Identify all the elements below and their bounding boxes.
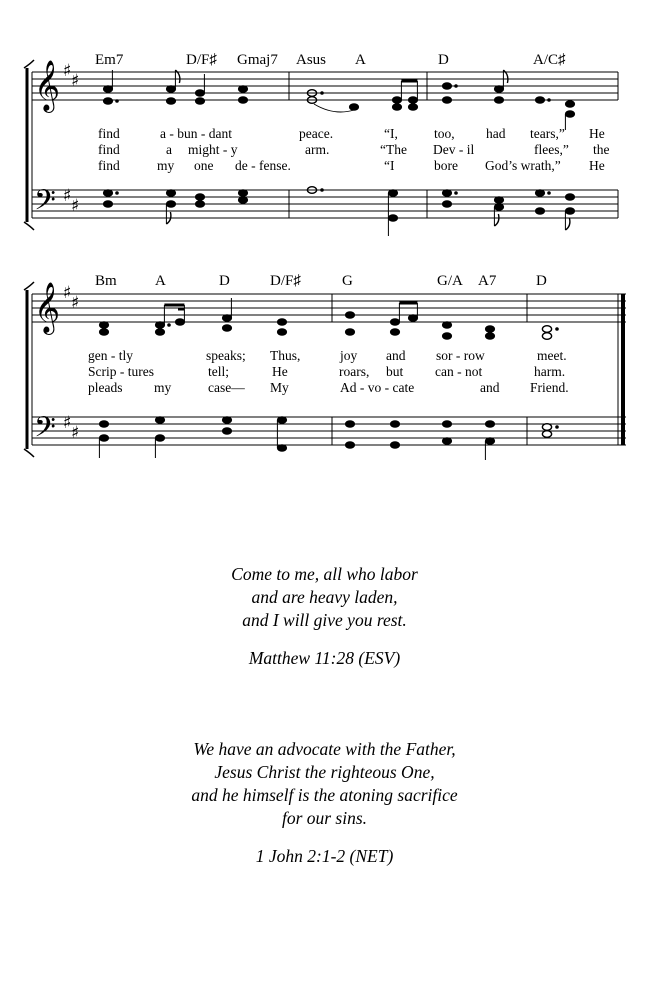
lyric: and bbox=[386, 348, 406, 363]
sharp-icon: ♯ bbox=[71, 423, 80, 443]
lyric: Scrip - tures bbox=[88, 364, 154, 379]
lyric: God’s wrath,” bbox=[485, 158, 561, 173]
lyric: roars, bbox=[339, 364, 370, 379]
lyric: my bbox=[157, 158, 175, 173]
scripture-line: and are heavy laden, bbox=[251, 587, 398, 607]
sharp-icon: ♯ bbox=[71, 196, 80, 216]
lyric: Friend. bbox=[530, 380, 569, 395]
chord-symbol: D/F♯ bbox=[186, 52, 217, 68]
scripture-passage bbox=[0, 738, 649, 868]
lyric: peace. bbox=[299, 126, 334, 141]
lyric: “I, bbox=[384, 126, 398, 141]
chord-symbol: Gmaj7 bbox=[237, 52, 278, 68]
lyric: can - not bbox=[435, 364, 483, 379]
lyric: a - bun - dant bbox=[160, 126, 232, 141]
lyric: harm. bbox=[534, 364, 566, 379]
treble-staff bbox=[32, 294, 626, 322]
lyric: one bbox=[194, 158, 214, 173]
lyric: Ad - vo - cate bbox=[340, 380, 415, 395]
scripture-passage bbox=[0, 563, 649, 670]
lyric: and bbox=[480, 380, 500, 395]
scripture-reference: 1 John 2:1-2 (NET) bbox=[255, 846, 394, 866]
bass-clef-icon: 𝄢 bbox=[34, 184, 56, 224]
chord-symbol: A7 bbox=[478, 273, 497, 289]
lyric: pleads bbox=[88, 380, 123, 395]
lyric: my bbox=[154, 380, 172, 395]
system-1 bbox=[24, 52, 618, 236]
hymn-score bbox=[0, 0, 649, 480]
lyric: joy bbox=[340, 348, 358, 363]
lyric: “I bbox=[384, 158, 395, 173]
lyric: find bbox=[98, 142, 120, 157]
lyrics-system-2 bbox=[88, 348, 569, 395]
lyric: He bbox=[589, 158, 605, 173]
chord-symbol: A bbox=[155, 273, 166, 289]
lyric: find bbox=[98, 158, 120, 173]
scripture-line: and I will give you rest. bbox=[242, 610, 407, 630]
treble-staff bbox=[32, 72, 618, 100]
chord-symbol: G/A bbox=[437, 273, 463, 289]
lyric: Dev - il bbox=[433, 142, 475, 157]
chord-symbol: G bbox=[342, 273, 353, 289]
bass-clef-icon: 𝄢 bbox=[34, 411, 56, 451]
lyric: bore bbox=[434, 158, 458, 173]
lyric: He bbox=[589, 126, 605, 141]
bass-staff bbox=[32, 190, 618, 218]
chord-symbol: D bbox=[438, 52, 449, 68]
lyrics-system-1 bbox=[98, 126, 610, 173]
scripture-line: We have an advocate with the Father, bbox=[193, 739, 456, 759]
treble-clef-icon: 𝄞 bbox=[34, 282, 61, 333]
scripture-line: Jesus Christ the righteous One, bbox=[214, 762, 435, 782]
lyric: tears,” bbox=[530, 126, 565, 141]
sharp-icon: ♯ bbox=[71, 71, 80, 91]
lyric: had bbox=[486, 126, 506, 141]
chord-symbol: Em7 bbox=[95, 52, 124, 68]
system-2 bbox=[24, 273, 626, 460]
lyric: find bbox=[98, 126, 120, 141]
lyric: speaks; bbox=[206, 348, 246, 363]
scripture-line: Come to me, all who labor bbox=[231, 564, 418, 584]
lyric: too, bbox=[434, 126, 455, 141]
sharp-icon: ♯ bbox=[63, 283, 72, 303]
lyric: Thus, bbox=[270, 348, 301, 363]
lyric: a bbox=[166, 142, 172, 157]
lyric: gen - tly bbox=[88, 348, 133, 363]
sharp-icon: ♯ bbox=[63, 61, 72, 81]
chord-symbol: D bbox=[219, 273, 230, 289]
lyric: He bbox=[272, 364, 288, 379]
lyric: flees,” bbox=[534, 142, 569, 157]
lyric: might - y bbox=[188, 142, 238, 157]
bass-staff bbox=[32, 417, 626, 445]
chord-symbol: Asus bbox=[296, 52, 327, 68]
treble-notes bbox=[99, 298, 558, 339]
treble-clef-icon: 𝄞 bbox=[34, 60, 61, 111]
chord-symbol: A/C♯ bbox=[533, 52, 566, 68]
lyric: tell; bbox=[208, 364, 229, 379]
lyric: “The bbox=[380, 142, 407, 157]
sharp-icon: ♯ bbox=[63, 186, 72, 206]
lyric: de - fense. bbox=[235, 158, 291, 173]
lyric: the bbox=[593, 142, 610, 157]
lyric: My bbox=[270, 380, 289, 395]
lyric: but bbox=[386, 364, 404, 379]
scripture-reference: Matthew 11:28 (ESV) bbox=[248, 648, 401, 668]
lyric: case— bbox=[208, 380, 245, 395]
lyric: meet. bbox=[537, 348, 567, 363]
lyric: sor - row bbox=[436, 348, 485, 363]
scripture-line: and he himself is the atoning sacrifice bbox=[191, 785, 458, 805]
lyric: arm. bbox=[305, 142, 330, 157]
chord-symbol: D bbox=[536, 273, 547, 289]
chord-symbol: D/F♯ bbox=[270, 273, 301, 289]
chord-symbol: A bbox=[355, 52, 366, 68]
sharp-icon: ♯ bbox=[63, 413, 72, 433]
sharp-icon: ♯ bbox=[71, 293, 80, 313]
chord-symbol: Bm bbox=[95, 273, 117, 289]
scripture-line: for our sins. bbox=[281, 808, 368, 828]
